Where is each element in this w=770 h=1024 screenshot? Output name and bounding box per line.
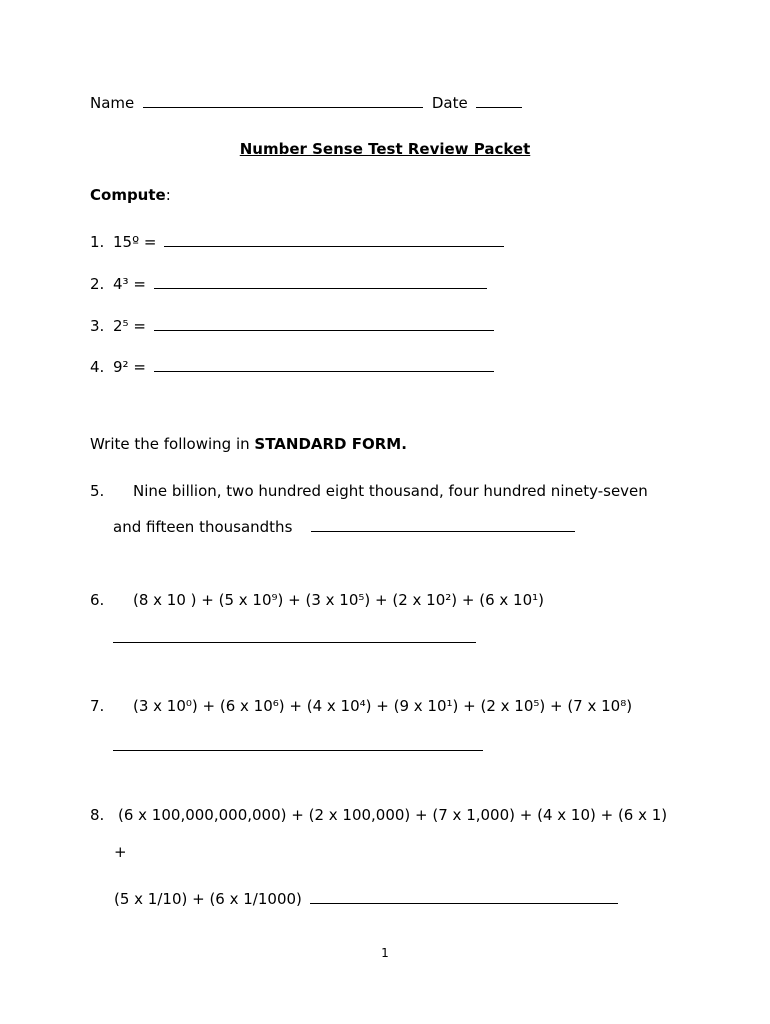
question-8-plus: + (114, 843, 127, 861)
item-number: 3. (90, 317, 105, 335)
item-expression: 4³ = (113, 275, 146, 293)
date-field[interactable] (476, 93, 522, 108)
compute-heading-text: Compute (90, 186, 166, 204)
name-date-row (90, 93, 522, 112)
page-number: 1 (381, 946, 389, 960)
instruction-bold-text: STANDARD FORM. (254, 435, 407, 453)
question-number: 6. (90, 591, 105, 609)
question-6 (90, 591, 544, 609)
question-text-line1: (6 x 100,000,000,000) + (2 x 100,000) + (7 x 1,000) + (4 x 10) + (6 x 1) (118, 806, 668, 824)
compute-item-1 (90, 232, 504, 251)
question-text-line2: and fifteen thousandths (113, 518, 293, 536)
question-7 (90, 697, 632, 715)
item-expression: 2⁵ = (113, 317, 146, 335)
question-text-line3: (5 x 1/10) + (6 x 1/1000) (114, 890, 302, 908)
question-expression: (8 x 10 ) + (5 x 10⁹) + (3 x 10⁵) + (2 x 10²) + (6 x 10¹) (133, 591, 544, 609)
item-expression: 9² = (113, 358, 146, 376)
question-8-line3 (114, 889, 618, 908)
answer-field[interactable] (311, 517, 575, 532)
name-field[interactable] (143, 93, 423, 108)
compute-item-2 (90, 274, 487, 293)
standard-form-instruction (90, 435, 407, 453)
answer-field[interactable] (113, 642, 476, 643)
compute-item-4 (90, 357, 494, 376)
question-8 (90, 806, 667, 824)
compute-heading-colon: : (165, 186, 171, 204)
answer-field[interactable] (154, 316, 494, 331)
page-title: Number Sense Test Review Packet (239, 140, 531, 158)
compute-heading (90, 186, 171, 204)
question-number: 7. (90, 697, 105, 715)
question-expression: (3 x 10⁰) + (6 x 10⁶) + (4 x 10⁴) + (9 x 10¹) + (2 x 10⁵) + (7 x 10⁸) (133, 697, 633, 715)
answer-field[interactable] (164, 232, 504, 247)
date-label: Date (431, 94, 468, 112)
name-label: Name (90, 94, 135, 112)
question-text-line1: Nine billion, two hundred eight thousand, four hundred ninety-seven (133, 482, 648, 500)
item-number: 1. (90, 233, 105, 251)
item-number: 2. (90, 275, 105, 293)
instruction-text: Write the following in (90, 435, 255, 453)
item-expression: 15º = (113, 233, 157, 251)
answer-field[interactable] (310, 889, 618, 904)
item-number: 4. (90, 358, 105, 376)
question-5 (90, 482, 648, 500)
answer-field[interactable] (154, 274, 487, 289)
answer-field[interactable] (113, 750, 483, 751)
answer-field[interactable] (154, 357, 494, 372)
question-5-line2 (113, 517, 575, 536)
compute-item-3 (90, 316, 494, 335)
question-number: 8. (90, 806, 105, 824)
question-number: 5. (90, 482, 105, 500)
